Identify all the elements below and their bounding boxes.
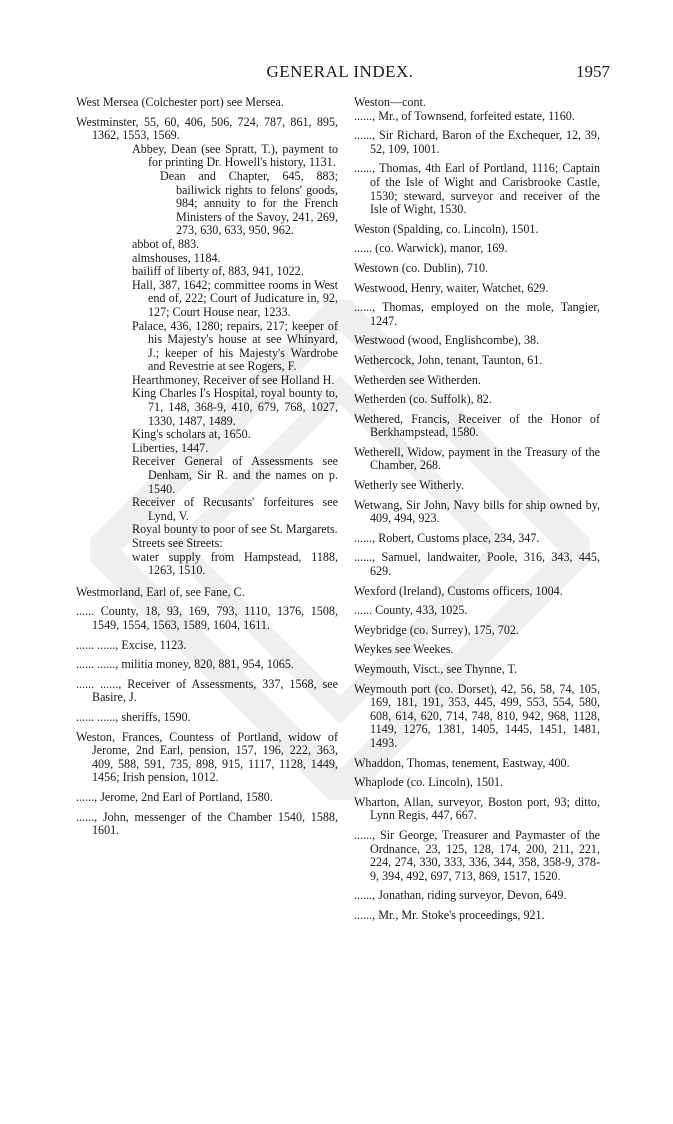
index-entry: ......, Sir George, Treasurer and Paymaster of the Ordnance, 23, 125, 128, 174, 200, 211, 221, 224, 274, 330, 333, 336, 344, 358, 358-9, 378-9, 394, 492, 697, 713, 869, 1517, 1520. bbox=[354, 827, 600, 883]
index-entry: Whaplode (co. Lincoln), 1501. bbox=[354, 775, 504, 790]
right-column bbox=[354, 96, 600, 929]
index-entry: ......, Mr., of Townsend, forfeited estate, 1160. bbox=[354, 108, 575, 123]
index-subentry: bailiff of liberty of, 883, 941, 1022. bbox=[132, 264, 304, 279]
index-entry: ......, Mr., Mr. Stoke's proceedings, 921. bbox=[354, 907, 545, 922]
index-entry: Wexford (Ireland), Customs officers, 1004. bbox=[354, 583, 563, 598]
index-entry: Wetwang, Sir John, Navy bills for ship owned by, 409, 494, 923. bbox=[354, 497, 600, 526]
index-entry: ......, Samuel, landwaiter, Poole, 316, 343, 445, 629. bbox=[354, 550, 600, 579]
index-entry: ......, Thomas, employed on the mole, Tangier, 1247. bbox=[354, 300, 600, 328]
left-column bbox=[76, 96, 338, 844]
index-entry: Wetherden see Witherden. bbox=[354, 372, 481, 387]
index-subentry: water supply from Hampstead, 1188, 1263, 1510. bbox=[132, 549, 338, 578]
index-entry: ......, Jerome, 2nd Earl of Portland, 1580. bbox=[76, 789, 273, 804]
page-header bbox=[70, 58, 610, 86]
index-subentry: King's scholars at, 1650. bbox=[132, 427, 251, 442]
running-title: GENERAL INDEX. bbox=[266, 62, 414, 81]
index-subentry: Hearthmoney, Receiver of see Holland H. bbox=[132, 372, 335, 387]
index-subentry: Receiver General of Assessments see Denham, Sir R. and the names on p. 1540. bbox=[132, 454, 338, 496]
index-subentry: Hall, 387, 1642; committee rooms in West end of, 222; Court of Judicature in, 92, 127; Court House near, 1233. bbox=[132, 277, 338, 319]
index-entry: West Mersea (Colchester port) see Mersea. bbox=[76, 95, 284, 109]
index-entry: Westown (co. Dublin), 710. bbox=[354, 260, 489, 275]
index-entry: Weymouth port (co. Dorset), 42, 56, 58, 74, 105, 169, 181, 191, 353, 445, 499, 553, 554, 580, 608, 614, 620, 714, 748, 810, 942, 968, 1128, 1149, 1276, 1381, 1405, 1445, 1451, 1481, 1493. bbox=[354, 681, 600, 750]
index-entry: Wharton, Allan, surveyor, Boston port, 93; ditto, Lynn Regis, 447, 667. bbox=[354, 794, 600, 823]
index-entry: ...... ......, militia money, 820, 881, 954, 1065. bbox=[76, 657, 294, 672]
index-entry: Westwood (wood, Englishcombe), 38. bbox=[354, 333, 540, 348]
index-subentry: Liberties, 1447. bbox=[132, 440, 209, 455]
index-subentry: Palace, 436, 1280; repairs, 217; keeper of his Majesty's house at see Whinyard, J.; keeper of his Majesty's Wardrobe and Revestrie at see Rogers, F. bbox=[132, 318, 338, 374]
index-subentry: almshouses, 1184. bbox=[132, 250, 221, 265]
index-entry: Westmorland, Earl of, see Fane, C. bbox=[76, 584, 245, 599]
index-entry: Weybridge (co. Surrey), 175, 702. bbox=[354, 622, 519, 637]
index-entry: ...... County, 433, 1025. bbox=[354, 603, 468, 618]
index-subentry: Abbey, Dean (see Spratt, T.), payment to for printing Dr. Howell's history, 1131. bbox=[132, 141, 338, 170]
index-entry: ...... County, 18, 93, 169, 793, 1110, 1376, 1508, 1549, 1554, 1563, 1589, 1604, 1611. bbox=[76, 604, 338, 632]
index-entry: ......, Sir Richard, Baron of the Exchequer, 12, 39, 52, 109, 1001. bbox=[354, 128, 600, 156]
index-subentry: Dean and Chapter, 645, 883; bailiwick rights to felons' goods, 984; annuity to for the French Ministers of the Savoy, 241, 269, 273, 630, 633, 950, 962. bbox=[160, 168, 338, 238]
index-subentry: Receiver of Recusants' forfeitures see Lynd, V. bbox=[132, 495, 338, 523]
index-entry: Wethered, Francis, Receiver of the Honor of Berkhampstead, 1580. bbox=[354, 411, 600, 440]
index-subentry: abbot of, 883. bbox=[132, 236, 200, 251]
index-entry: ...... ......, Receiver of Assessments, 337, 1568, see Basire, J. bbox=[76, 676, 338, 705]
index-entry: ...... ......, sheriffs, 1590. bbox=[76, 709, 191, 724]
index-entry: ...... ......, Excise, 1123. bbox=[76, 637, 187, 652]
index-entry: Weykes see Weekes. bbox=[354, 642, 454, 657]
index-entry: ......, Thomas, 4th Earl of Portland, 1116; Captain of the Isle of Wight and Carisbrooke Castle, 1530; steward, surveyor and receiver of the Isle of Wight, 1530. bbox=[354, 161, 600, 217]
index-entry: Wetherell, Widow, payment in the Treasury of the Chamber, 268. bbox=[354, 444, 600, 473]
index-entry: ...... (co. Warwick), manor, 169. bbox=[354, 241, 508, 256]
index-entry: Wethercock, John, tenant, Taunton, 61. bbox=[354, 352, 543, 367]
page-number: 1957 bbox=[576, 62, 610, 81]
index-subentry: King Charles I's Hospital, royal bounty to, 71, 148, 368-9, 410, 679, 768, 1027, 1330, 1487, 1489. bbox=[132, 386, 338, 428]
index-entry: ......, Jonathan, riding surveyor, Devon, 649. bbox=[354, 888, 567, 903]
index-subentry: Streets see Streets: bbox=[132, 536, 223, 550]
index-entry: Wetherden (co. Suffolk), 82. bbox=[354, 392, 492, 407]
index-entry: Weston—cont. bbox=[354, 95, 426, 109]
index-entry: ......, John, messenger of the Chamber 1540, 1588, 1601. bbox=[76, 809, 338, 838]
index-entry: Weston, Frances, Countess of Portland, widow of Jerome, 2nd Earl, pension, 157, 196, 222, 363, 409, 588, 591, 735, 898, 915, 1117, 1128, 1449, 1456; Irish pension, 1012. bbox=[76, 729, 338, 785]
index-entry: Weston (Spalding, co. Lincoln), 1501. bbox=[354, 221, 539, 236]
index-entry: Westminster, 55, 60, 406, 506, 724, 787, 861, 895, 1362, 1553, 1569. bbox=[76, 114, 338, 143]
index-entry: Westwood, Henry, waiter, Watchet, 629. bbox=[354, 280, 549, 295]
index-entry: ......, Robert, Customs place, 234, 347. bbox=[354, 530, 540, 545]
index-entry: Wetherly see Witherly. bbox=[354, 478, 465, 493]
index-subentry: Royal bounty to poor of see St. Margarets. bbox=[132, 522, 338, 537]
index-entry: Weymouth, Visct., see Thynne, T. bbox=[354, 662, 517, 676]
index-entry: Whaddon, Thomas, tenement, Eastway, 400. bbox=[354, 755, 570, 770]
